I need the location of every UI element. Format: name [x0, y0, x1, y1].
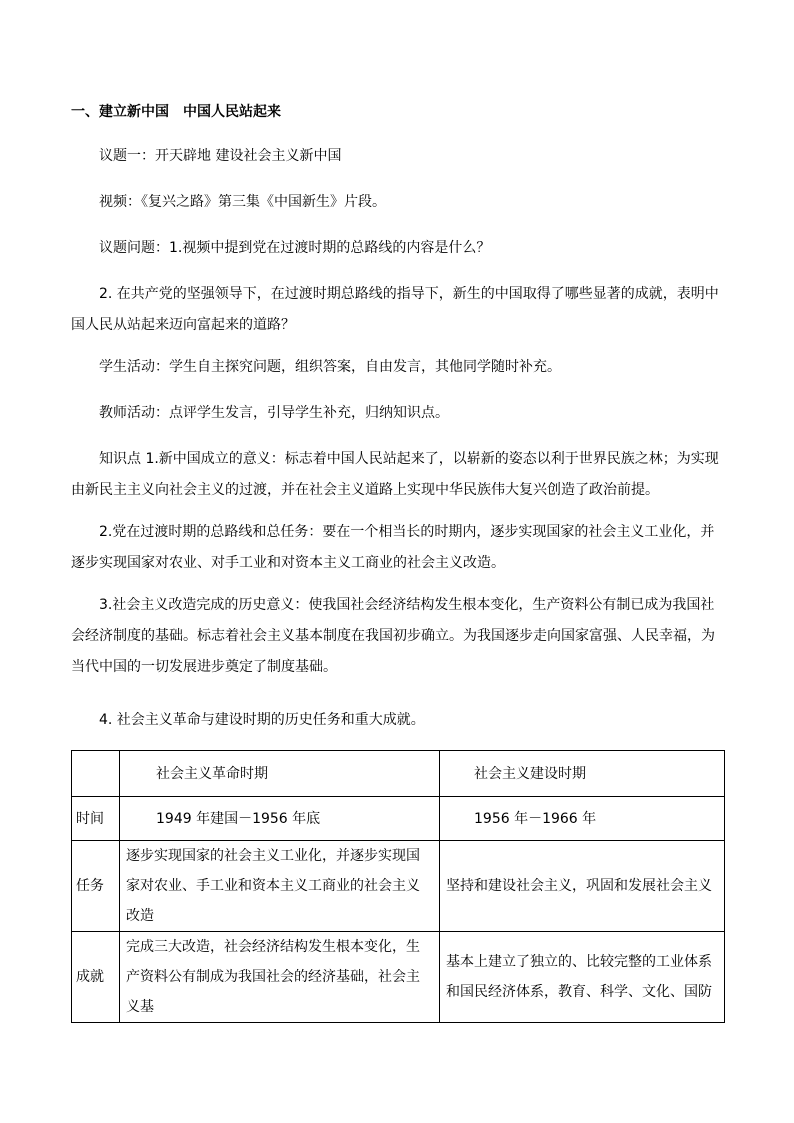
student-activity-paragraph: 学生活动：学生自主探究问题，组织答案，自由发言，其他同学随时补充。	[99, 359, 561, 375]
question-2-paragraph: 2. 在共产党的坚强领导下，在过渡时期总路线的指导下，新生的中国取得了哪些显著的成就，表明中国人民从站起来迈向富起来的道路？	[71, 286, 719, 333]
question-1-paragraph: 议题问题：1.视频中提到党在过渡时期的总路线的内容是什么？	[99, 240, 491, 256]
knowledge-point-1: 知识点 1.新中国成立的意义：标志着中国人民站起来了，以崭新的姿态以利于世界民族之林；为实现由新民主主义向社会主义的过渡，并在社会主义道路上实现中华民族伟大复兴创造了政治前提。	[71, 451, 719, 498]
table-row	[72, 841, 725, 932]
table-row	[72, 932, 725, 1023]
topic-paragraph: 议题一：开天辟地 建设社会主义新中国	[99, 148, 342, 164]
cell-time-revolution: 1949 年建国－1956 年底	[120, 797, 440, 841]
cell-achievement-construction: 基本上建立了独立的、比较完整的工业体系和国民经济体系，教育、科学、文化、国防	[440, 932, 725, 1023]
teacher-activity-paragraph: 教师活动：点评学生发言，引导学生补充，归纳知识点。	[99, 405, 449, 421]
table-header-revolution: 社会主义革命时期	[120, 751, 440, 797]
row-label-achievement: 成就	[72, 932, 120, 1023]
table-row	[72, 797, 725, 841]
table-header-row	[72, 751, 725, 797]
knowledge-point-2: 2.党在过渡时期的总路线和总任务：要在一个相当长的时期内，逐步实现国家的社会主义工业化，并逐步实现国家对农业、对手工业和对资本主义工商业的社会主义改造。	[71, 524, 715, 571]
row-label-task: 任务	[72, 841, 120, 932]
history-table	[71, 750, 725, 1023]
cell-task-construction: 坚持和建设社会主义，巩固和发展社会主义	[440, 841, 725, 932]
knowledge-point-4: 4. 社会主义革命与建设时期的历史任务和重大成就。	[99, 712, 425, 728]
table-header-empty	[72, 751, 120, 797]
cell-achievement-revolution: 完成三大改造，社会经济结构发生根本变化，生产资料公有制成为我国社会的经济基础，社会主义基	[120, 932, 440, 1023]
cell-task-revolution: 逐步实现国家的社会主义工业化，并逐步实现国家对农业、手工业和资本主义工商业的社会主义改造	[120, 841, 440, 932]
knowledge-point-3: 3.社会主义改造完成的历史意义：使我国社会经济结构发生根本变化，生产资料公有制已成为我国社会经济制度的基础。标志着社会主义基本制度在我国初步确立。为我国逐步走向国家富强、人民幸福，为当代中国的一切发展进步奠定了制度基础。	[71, 597, 715, 675]
row-label-time: 时间	[72, 797, 120, 841]
cell-time-construction: 1956 年－1966 年	[440, 797, 725, 841]
table-header-construction: 社会主义建设时期	[440, 751, 725, 797]
video-paragraph: 视频：《复兴之路》第三集《中国新生》片段。	[99, 194, 386, 210]
section-heading: 一、建立新中国 中国人民站起来	[71, 104, 281, 120]
